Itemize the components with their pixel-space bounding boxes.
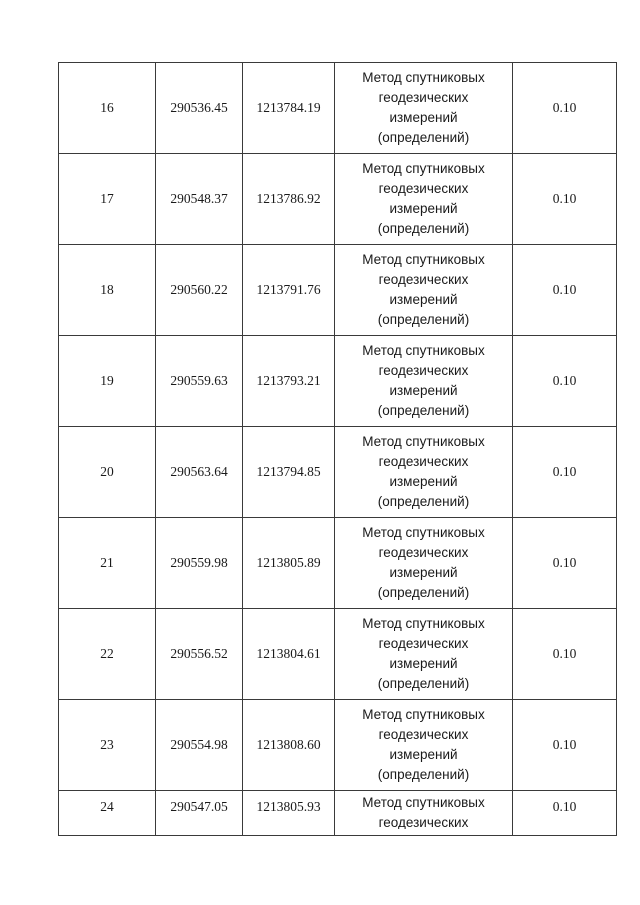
x-coordinate-cell: 290548.37	[156, 154, 243, 245]
method-line: Метод спутниковых	[362, 525, 485, 540]
method-text	[335, 614, 512, 694]
x-coordinate-cell: 290560.22	[156, 245, 243, 336]
accuracy-cell: 0.10	[513, 336, 617, 427]
method-text	[335, 523, 512, 603]
method-cell	[335, 518, 513, 609]
method-line: (определений)	[377, 585, 470, 600]
accuracy-cell: 0.10	[513, 518, 617, 609]
method-line: измерений	[389, 292, 458, 307]
accuracy-cell: 0.10	[513, 154, 617, 245]
method-cell	[335, 791, 513, 836]
method-line: измерений	[389, 383, 458, 398]
point-number-cell: 22	[59, 609, 156, 700]
method-line: Метод спутниковых	[362, 161, 485, 176]
point-number-cell: 24	[59, 791, 156, 836]
coordinates-table	[58, 62, 617, 836]
table-row	[59, 336, 617, 427]
method-line: Метод спутниковых	[362, 252, 485, 267]
point-number-cell: 17	[59, 154, 156, 245]
method-line: геодезических	[378, 363, 469, 378]
method-cell	[335, 63, 513, 154]
method-text	[335, 250, 512, 330]
method-cell	[335, 609, 513, 700]
y-coordinate-cell: 1213804.61	[243, 609, 335, 700]
method-text	[335, 159, 512, 239]
method-line: измерений	[389, 201, 458, 216]
method-line: (определений)	[377, 221, 470, 236]
accuracy-cell: 0.10	[513, 245, 617, 336]
method-line: геодезических	[378, 272, 469, 287]
x-coordinate-cell: 290563.64	[156, 427, 243, 518]
y-coordinate-cell: 1213808.60	[243, 700, 335, 791]
method-cell	[335, 700, 513, 791]
method-line: измерений	[389, 110, 458, 125]
method-line: измерений	[389, 747, 458, 762]
accuracy-cell: 0.10	[513, 427, 617, 518]
y-coordinate-cell: 1213786.92	[243, 154, 335, 245]
method-line: Метод спутниковых	[362, 70, 485, 85]
x-coordinate-cell: 290559.98	[156, 518, 243, 609]
method-line: Метод спутниковых	[362, 616, 485, 631]
point-number-cell: 21	[59, 518, 156, 609]
point-number-cell: 19	[59, 336, 156, 427]
method-line: геодезических	[378, 454, 469, 469]
method-cell	[335, 336, 513, 427]
table-row	[59, 518, 617, 609]
x-coordinate-cell: 290556.52	[156, 609, 243, 700]
method-line: геодезических	[378, 181, 469, 196]
method-line: (определений)	[377, 312, 470, 327]
method-text	[335, 432, 512, 512]
method-text	[335, 341, 512, 421]
y-coordinate-cell: 1213791.76	[243, 245, 335, 336]
x-coordinate-cell: 290536.45	[156, 63, 243, 154]
method-cell	[335, 154, 513, 245]
method-line: измерений	[389, 474, 458, 489]
method-line: Метод спутниковых	[362, 707, 485, 722]
y-coordinate-cell: 1213793.21	[243, 336, 335, 427]
method-line: Метод спутниковых	[362, 343, 485, 358]
method-cell	[335, 427, 513, 518]
table-row	[59, 245, 617, 336]
method-line: Метод спутниковых	[362, 795, 485, 810]
method-line: измерений	[389, 656, 458, 671]
accuracy-cell: 0.10	[513, 609, 617, 700]
method-text	[335, 68, 512, 148]
method-line: (определений)	[377, 130, 470, 145]
y-coordinate-cell: 1213794.85	[243, 427, 335, 518]
method-line: геодезических	[378, 545, 469, 560]
method-line: геодезических	[378, 90, 469, 105]
method-line: (определений)	[377, 676, 470, 691]
point-number-cell: 23	[59, 700, 156, 791]
method-line: (определений)	[377, 767, 470, 782]
point-number-cell: 20	[59, 427, 156, 518]
table-row	[59, 63, 617, 154]
method-line: геодезических	[378, 636, 469, 651]
table-row	[59, 609, 617, 700]
method-cell	[335, 245, 513, 336]
point-number-cell: 18	[59, 245, 156, 336]
y-coordinate-cell: 1213805.93	[243, 791, 335, 836]
table-row	[59, 427, 617, 518]
x-coordinate-cell: 290554.98	[156, 700, 243, 791]
table-body	[59, 63, 617, 836]
x-coordinate-cell: 290559.63	[156, 336, 243, 427]
method-line: Метод спутниковых	[362, 434, 485, 449]
x-coordinate-cell: 290547.05	[156, 791, 243, 836]
accuracy-cell: 0.10	[513, 63, 617, 154]
method-line: геодезических	[378, 727, 469, 742]
y-coordinate-cell: 1213805.89	[243, 518, 335, 609]
method-line: (определений)	[377, 494, 470, 509]
y-coordinate-cell: 1213784.19	[243, 63, 335, 154]
table-row	[59, 791, 617, 836]
method-text	[335, 705, 512, 785]
method-line: геодезических	[378, 815, 469, 829]
accuracy-cell: 0.10	[513, 791, 617, 836]
accuracy-cell: 0.10	[513, 700, 617, 791]
table-row	[59, 154, 617, 245]
point-number-cell: 16	[59, 63, 156, 154]
method-line: измерений	[389, 565, 458, 580]
table-row	[59, 700, 617, 791]
method-text	[335, 793, 512, 829]
method-line: (определений)	[377, 403, 470, 418]
